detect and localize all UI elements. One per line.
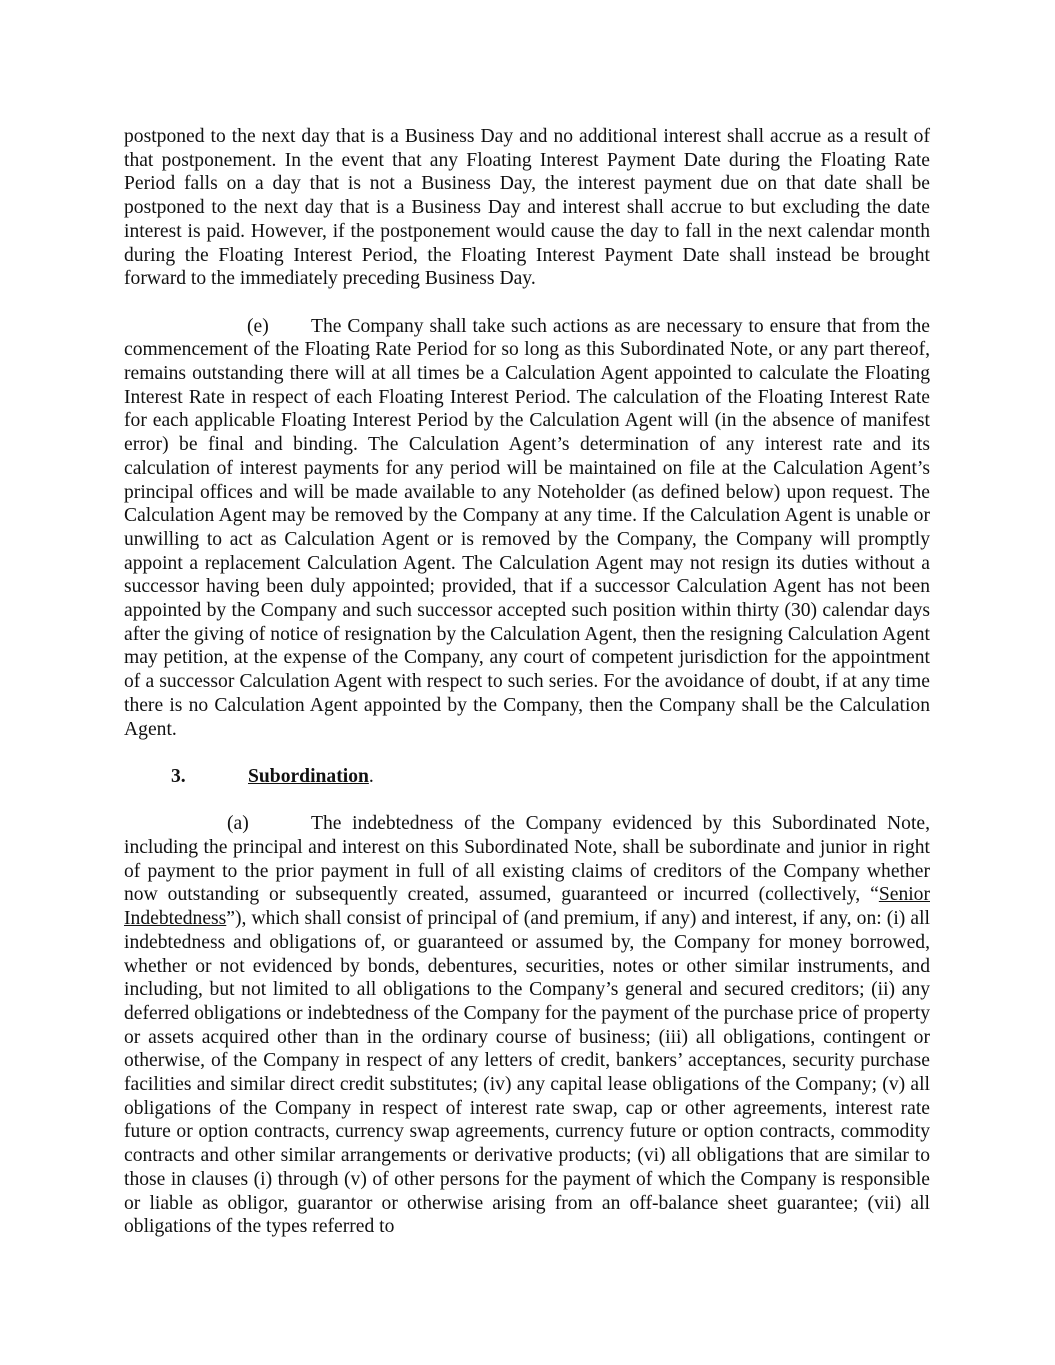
- paragraph-label-e: (e): [247, 315, 269, 337]
- section-title: Subordination: [248, 765, 369, 787]
- paragraph-continuation: postponed to the next day that is a Business Day and no additional interest shall accrue as a result of that postponement. In the event that any Floating Interest Payment Date during the Floating Rate Period falls on a day that is not a Business Day, the interest payment due on that date shall be postponed to the next day that is a Business Day and interest shall accrue to but excluding the date interest is paid. However, if the postponement would cause the day to fall in the next calendar month during the Floating Interest Period, the Floating Interest Payment Date shall instead be brought forward to the immediately preceding Business Day.: [124, 126, 930, 290]
- section-title-period: .: [368, 765, 374, 787]
- paragraph-a: [124, 812, 930, 1239]
- section-number: 3.: [171, 765, 186, 787]
- paragraph-e: [124, 315, 930, 742]
- paragraph-a-text-before: The indebtedness of the Company evidenced by this Subordinated Note, including the principal and interest on this Subordinated Note, shall be subordinate and junior in right of payment to the prior payment in full of all existing claims of creditors of the Company whether now outstanding or subsequently created, assumed, guaranteed or incurred (collectively, “: [124, 813, 930, 906]
- paragraph-label-a: (a): [227, 813, 249, 835]
- document-page: [124, 125, 930, 1263]
- defined-term-senior-indebtedness: Senior Indebtedness: [124, 884, 930, 930]
- section-heading: [124, 765, 930, 789]
- paragraph-e-text: The Company shall take such actions as are necessary to ensure that from the commencement of the Floating Rate Period for so long as this Subordinated Note, or any part thereof, remains outstanding there will at all times be a Calculation Agent appointed to calculate the Floating Interest Rate in respect of each Floating Interest Period. The calculation of the Floating Interest Rate for each applicable Floating Interest Period by the Calculation Agent will (in the absence of manifest error) be final and binding. The Calculation Agent’s determination of any interest rate and its calculation of interest payments for any period will be maintained on file at the Calculation Agent’s principal offices and will be made available to any Noteholder (as defined below) upon request. The Calculation Agent may be removed by the Company at any time. If the Calculation Agent is unable or unwilling to act as Calculation Agent or is removed by the Company, the Company will promptly appoint a replacement Calculation Agent. The Calculation Agent may not resign its duties without a successor having been duly appointed; provided, that if a successor Calculation Agent has not been appointed by the Company and such successor accepted such position within thirty (30) calendar days after the giving of notice of resignation by the Calculation Agent, then the resigning Calculation Agent may petition, at the expense of the Company, any court of competent jurisdiction for the appointment of a successor Calculation Agent with respect to such series. For the avoidance of doubt, if at any time there is no Calculation Agent appointed by the Company, then the Company shall be the Calculation Agent.: [124, 315, 930, 740]
- paragraph-a-text-after: ”), which shall consist of principal of (and premium, if any) and interest, if any, on: (i) all indebtedness and obligations of, or guaranteed or assumed by, the Company for money borrowed, whether or not evidenced by bonds, debentures, securities, notes or other similar instruments, and including, but not limited to all obligations to the Company’s general and secured creditors; (ii) any deferred obligations or indebtedness of the Company for the payment of the purchase price of property or assets acquired other than in the ordinary course of business; (iii) all obligations, contingent or otherwise, of the Company in respect of any letters of credit, bankers’ acceptances, security purchase facilities and similar direct credit substitutes; (iv) any capital lease obligations of the Company; (v) all obligations of the Company in respect of interest rate swap, cap or other agreements, interest rate future or option contracts, currency swap agreements, currency future or option contracts, commodity contracts and other similar arrangements or derivative products; (vi) all obligations that are similar to those in clauses (i) through (v) of other persons for the payment of which the Company is responsible or liable as obligor, guarantor or otherwise arising from an off-balance sheet guarantee; (vii) all obligations of the types referred to: [124, 908, 930, 1238]
